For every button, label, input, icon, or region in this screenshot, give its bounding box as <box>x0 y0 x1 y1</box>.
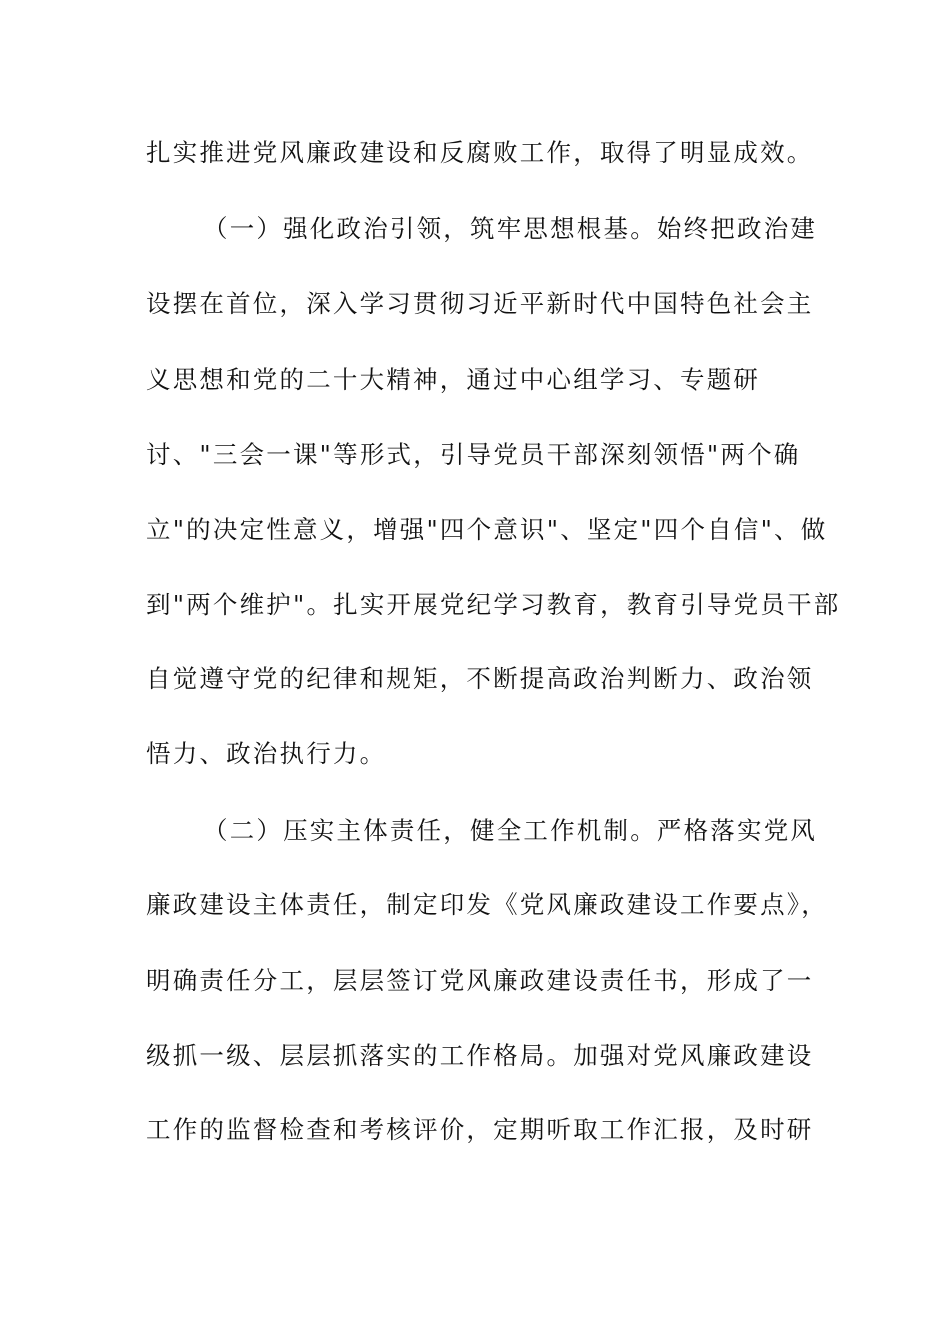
text-line-8: 自觉遵守党的纪律和规矩，不断提高政治判断力、政治领 <box>146 664 814 693</box>
text-line-7: 到"两个维护"。扎实开展党纪学习教育，教育引导党员干部 <box>146 590 841 619</box>
text-line-6: 立"的决定性意义，增强"四个意识"、坚定"四个自信"、做 <box>146 515 828 544</box>
text-line-9: 悟力、政治执行力。 <box>146 739 387 768</box>
text-line-13: 级抓一级、层层抓落实的工作格局。加强对党风廉政建设 <box>146 1041 814 1070</box>
text-line-1: 扎实推进党风廉政建设和反腐败工作，取得了明显成效。 <box>146 138 814 167</box>
text-line-11: 廉政建设主体责任，制定印发《党风廉政建设工作要点》， <box>146 890 828 919</box>
text-line-14: 工作的监督检查和考核评价，定期听取工作汇报，及时研 <box>146 1115 814 1144</box>
text-line-5: 讨、"三会一课"等形式，引导党员干部深刻领悟"两个确 <box>146 440 801 469</box>
paragraph-1-heading-line: （一）强化政治引领，筑牢思想根基。始终把政治建 <box>203 214 818 243</box>
paragraph-2-heading-line: （二）压实主体责任，健全工作机制。严格落实党风 <box>203 816 818 845</box>
text-line-4: 义思想和党的二十大精神，通过中心组学习、专题研 <box>146 365 761 394</box>
text-line-12: 明确责任分工，层层签订党风廉政建设责任书，形成了一 <box>146 966 814 995</box>
text-line-3: 设摆在首位，深入学习贯彻习近平新时代中国特色社会主 <box>146 289 814 318</box>
